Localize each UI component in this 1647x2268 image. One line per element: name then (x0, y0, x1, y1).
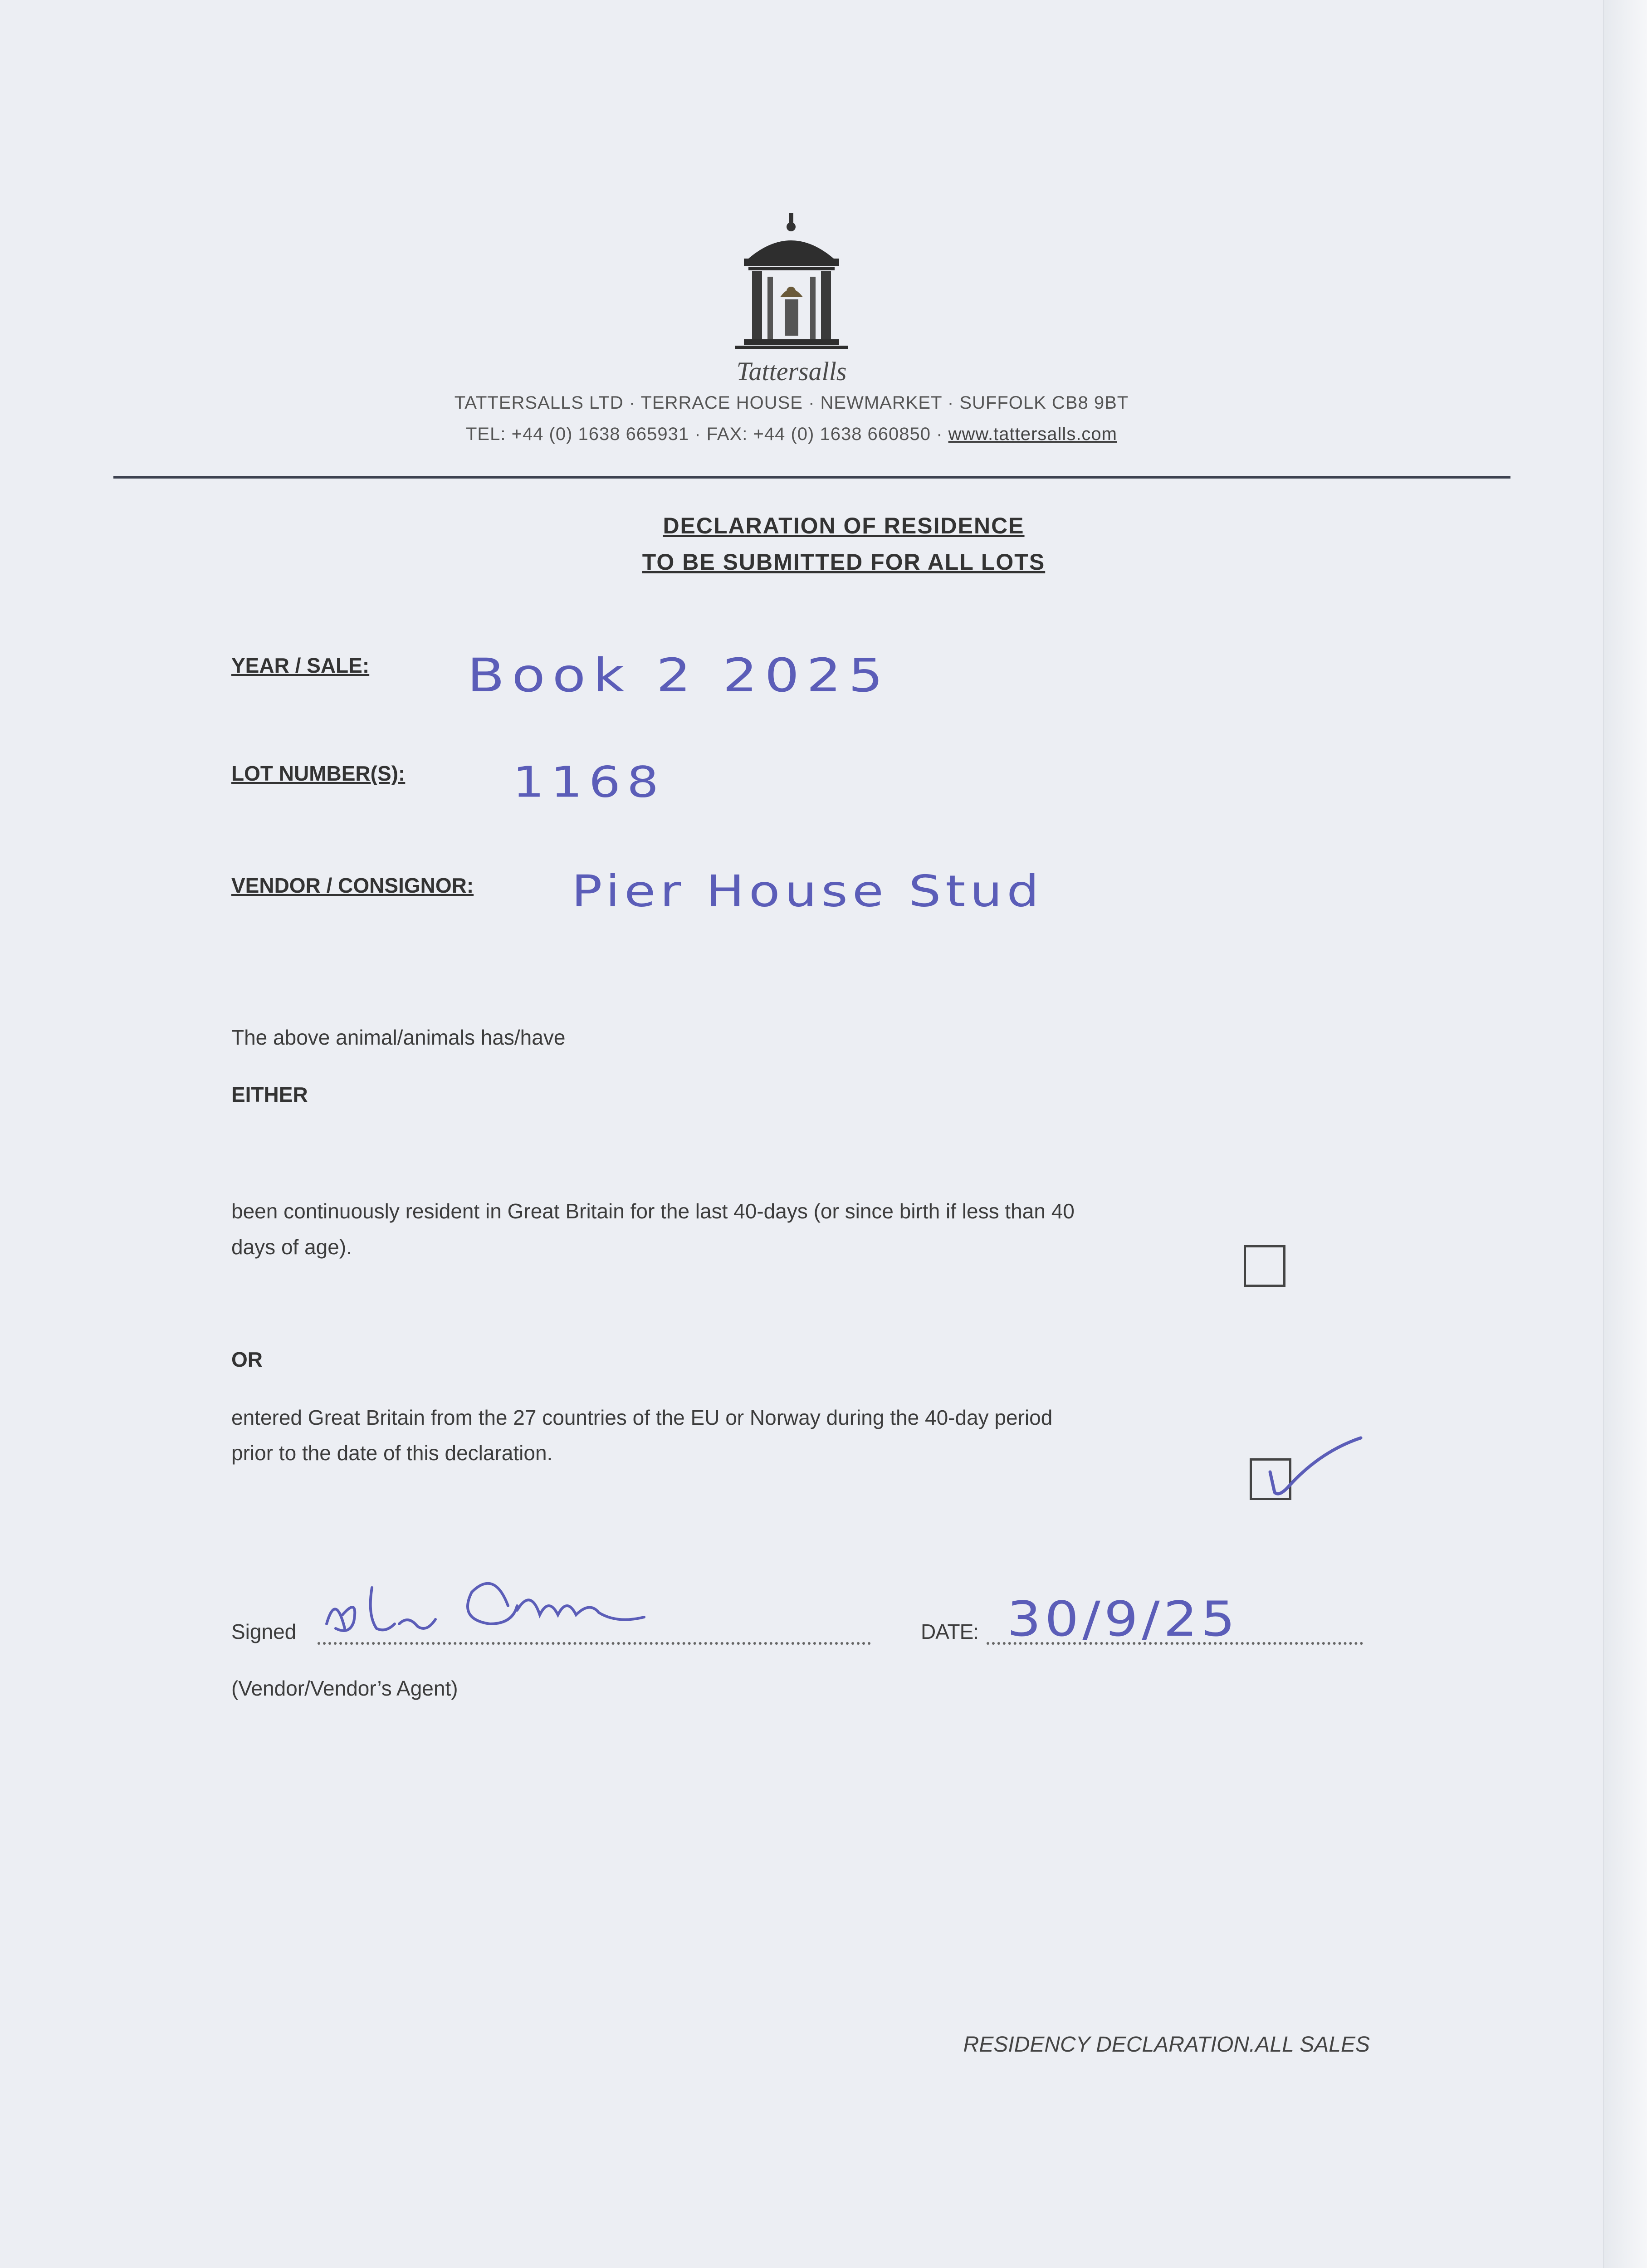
signer-role: (Vendor/Vendor’s Agent) (231, 1677, 458, 1700)
date-value[interactable]: 30/9/25 (1007, 1590, 1239, 1647)
contact-details: TEL: +44 (0) 1638 665931 · FAX: +44 (0) 1638 660850 · (466, 424, 948, 444)
handwritten-signature[interactable] (318, 1560, 726, 1651)
header-divider (113, 476, 1510, 479)
vendor-consignor-label: VENDOR / CONSIGNOR: (231, 874, 474, 897)
option1-checkbox[interactable] (1244, 1245, 1285, 1287)
website-link[interactable]: www.tattersalls.com (948, 424, 1117, 444)
option2-text-line2: prior to the date of this declaration. (231, 1441, 553, 1465)
intro-text: The above animal/animals has/have (231, 1026, 566, 1049)
option2-text-line1: entered Great Britain from the 27 countries of the EU or Norway during the 40-day period (231, 1406, 1053, 1429)
or-label: OR (231, 1348, 263, 1371)
vendor-consignor-value[interactable]: Pier House Stud (572, 866, 1044, 917)
brand-script: Tattersalls (736, 357, 847, 386)
page-edge (1603, 0, 1647, 2268)
lot-numbers-label: LOT NUMBER(S): (231, 762, 406, 785)
either-label: EITHER (231, 1083, 308, 1106)
year-sale-label: YEAR / SALE: (231, 654, 370, 677)
company-address: TATTERSALLS LTD · TERRACE HOUSE · NEWMARKET · SUFFOLK CB8 9BT (454, 393, 1129, 413)
date-label: DATE: (921, 1620, 979, 1643)
option2-checkmark-icon (1256, 1433, 1365, 1510)
form-name-footer: RESIDENCY DECLARATION.ALL SALES (963, 2033, 1370, 2057)
document-subtitle: TO BE SUBMITTED FOR ALL LOTS (642, 549, 1046, 575)
signed-label: Signed (231, 1620, 297, 1643)
tattersalls-logo (735, 213, 848, 358)
option1-text-line1: been continuously resident in Great Britain for the last 40-days (or since birth if less than 40 (231, 1199, 1075, 1223)
year-sale-value[interactable]: Book 2 2025 (467, 649, 890, 703)
option1-text-line2: days of age). (231, 1235, 352, 1259)
lot-numbers-value[interactable]: 1168 (513, 757, 665, 807)
document-title: DECLARATION OF RESIDENCE (663, 513, 1025, 538)
company-contact (272, 424, 1311, 445)
